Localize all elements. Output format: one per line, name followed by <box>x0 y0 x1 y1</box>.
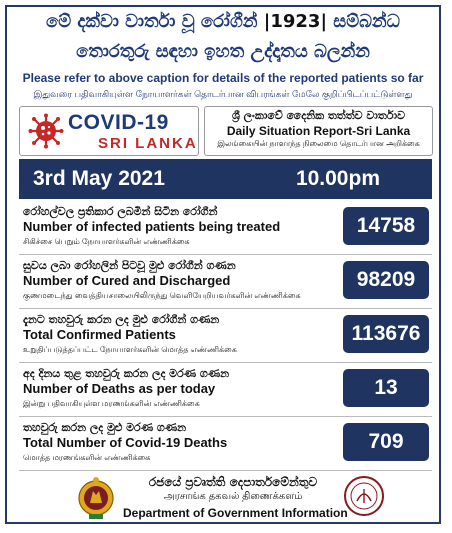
logo-title: COVID-19 <box>68 111 169 134</box>
stat-label-english: Number of infected patients being treated <box>23 219 281 234</box>
covid-logo <box>19 106 199 156</box>
stat-value: 709 <box>343 423 429 461</box>
report-title-sinhala: ශ්‍රී ලංකාවේ දෛනික තත්ත්ව වාර්තාව <box>231 109 406 122</box>
stat-label-sinhala: දැනට තහවුරු කරන ලද මුළු රෝගීන් ගණන <box>23 313 220 326</box>
stat-value: 98209 <box>343 261 429 299</box>
stat-label-tamil: உறுதிப்படுத்தப்பட்ட நோயாளர்களின் மொத்த எண்ணிக்கை <box>23 345 237 354</box>
header-tamil-caption: இதுவரை பதிவாகியுள்ள நோயாளர்கள் தொடர்பான விபரங்கள் மேலே குறிப்பிடப்பட்டுள்ளது <box>33 89 413 99</box>
header-patient-count: 1923 <box>270 11 321 32</box>
stat-label-sinhala: සුවය ලබා රෝහලින් පිටවූ මුළු රෝගීන් ගණන <box>23 259 236 272</box>
national-emblem-icon <box>77 475 115 521</box>
stat-row-infected-treated <box>19 202 432 255</box>
stat-label-tamil: மொத்த மரணங்களின் எண்ணிக்கை <box>23 453 151 462</box>
stat-row-total-confirmed <box>19 310 432 363</box>
stat-value: 14758 <box>343 207 429 245</box>
footer-sinhala: රජයේ ප්‍රවෘත්ති දෙපාර්තමේන්තුව <box>148 475 318 489</box>
header-sinhala-line1 <box>7 11 439 32</box>
department-seal-icon <box>343 475 385 517</box>
header-sinhala-line2: තොරතුරු සඳහා ඉහත උද්දෘතය බලන්න <box>76 41 370 62</box>
stat-row-total-deaths <box>19 418 432 471</box>
header-line1-after: සම්බන්ධ <box>333 11 401 32</box>
stat-label-english: Total Number of Covid-19 Deaths <box>23 435 228 450</box>
report-title-english: Daily Situation Report-Sri Lanka <box>226 124 411 138</box>
header-bar-left: | <box>263 11 271 32</box>
stat-value: 13 <box>343 369 429 407</box>
date-time-bar <box>19 159 432 199</box>
report-title-tamil: இலங்கையின் நாளாந்த நிலைமை தொடர்பான அறிக்கை <box>217 139 420 148</box>
footer-department <box>19 473 432 525</box>
header-line1-before: මේ දක්වා වාර්තා වූ රෝගීන් <box>45 11 258 32</box>
header-english-caption: Please refer to above caption for details of the reported patients so far <box>22 71 424 85</box>
situation-report-card <box>5 5 441 524</box>
stat-label-english: Number of Cured and Discharged <box>23 273 231 288</box>
stat-label-english: Number of Deaths as per today <box>23 381 216 396</box>
logo-subtitle: SRI LANKA <box>98 135 198 152</box>
stat-label-sinhala: තහවුරු කරන ලද මුළු මරණ ගණන <box>23 421 187 434</box>
report-title-box <box>204 106 433 156</box>
stat-value: 113676 <box>343 315 429 353</box>
footer-english: Department of Government Information <box>123 506 348 520</box>
stat-row-cured-discharged <box>19 256 432 309</box>
stat-label-sinhala: රෝහල්වල ප්‍රතිකාර ලබමින් සිටින රෝගීන් <box>23 205 218 218</box>
stat-label-tamil: சிகிச்சை பெறும் நோயாளர்களின் எண்ணிக்கை <box>23 237 190 246</box>
report-time: 10.00pm <box>295 167 380 190</box>
stat-label-sinhala: අද දිනය තුළ තහවුරු කරන ලද මරණ ගණන <box>23 367 230 380</box>
stat-row-deaths-today <box>19 364 432 417</box>
footer-tamil: அரசாங்க தகவல் திணைக்களம் <box>163 491 303 502</box>
stat-label-tamil: குணமடைந்து வைத்தியசாலையிலிருந்து வெளியேறியவர்களின் எண்ணிக்கை <box>23 291 301 300</box>
report-date: 3rd May 2021 <box>33 167 165 190</box>
stat-label-tamil: இன்று பதிவாகியுள்ள மரணங்களின் எண்ணிக்கை <box>23 399 200 408</box>
virus-icon <box>28 113 64 149</box>
stat-label-english: Total Confirmed Patients <box>23 327 176 342</box>
header-bar-right: | <box>320 11 328 32</box>
